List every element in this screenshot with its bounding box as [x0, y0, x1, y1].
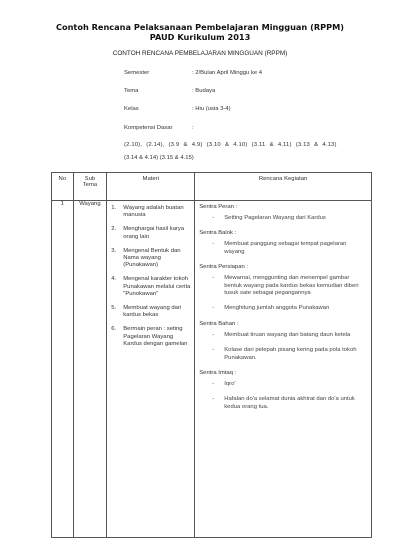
- rencana-item: - Iqro': [212, 381, 236, 388]
- materi-list: [107, 201, 194, 348]
- meta-value: : Hiu (usia 3-4): [192, 106, 231, 112]
- materi-text: Menghargai hasil karya orang lain: [123, 226, 185, 240]
- rencana-item: - Membuat tiruan wayang dari batang daun ketela: [212, 331, 351, 338]
- materi-number: 1.: [111, 205, 117, 211]
- meta-value: : 2/Bulan April Minggu ke 4: [192, 70, 263, 76]
- meta-label: Semester: [124, 70, 150, 76]
- rencana-item-text: Membuat tiruan wayang dari batang daun ketela: [224, 331, 351, 338]
- table-row: [52, 201, 372, 538]
- sentra-balok-title: Sentra Balok :: [199, 230, 237, 237]
- rencana-item-text: Hafalan do'a selamat dunia akhirat dan do'a untuk kedua orang tua.: [224, 396, 355, 410]
- rencana-item: - Membuat panggung sebagai tempat pagelaran wayang: [212, 241, 347, 255]
- materi-number: 4.: [111, 276, 117, 283]
- kompetensi-list-line1: [124, 142, 370, 148]
- meta-value: : Budaya: [192, 88, 216, 94]
- header-sub-tema: [73, 173, 107, 201]
- meta-label: Tema: [124, 88, 139, 94]
- kompetensi-codes: (2.10), (2.14), (3.9 & 4.9) (3.10 & 4.10) (3.11 & 4.11) (3.13 & 4.13): [124, 142, 337, 148]
- kompetensi-list-line2: (3.14 & 4.14) (3.15 & 4.15): [124, 155, 194, 161]
- document-subtitle-curriculum: PAUD Kurikulum 2013: [149, 32, 251, 42]
- materi-number: 3.: [111, 247, 117, 254]
- rencana-item-text: Mewarnai, menggunting dan menempel gambar bentuk wayang pada kardus bekas kemudian diberi tusuk sate sebagai pegangannya: [224, 275, 359, 297]
- rencana-item-text: Menghitung jumlah anggota Punakawan: [224, 305, 330, 312]
- materi-text: Mengenal Bentuk dan Nama wayang (Punakawan): [123, 247, 181, 269]
- rencana-item: - Menghitung jumlah anggota Punakawan: [212, 305, 330, 312]
- rencana-item: - Hafalan do'a selamat dunia akhirat dan do'a untuk kedua orang tua.: [212, 396, 355, 410]
- materi-text: Membuat wayang dari kardus bekas: [123, 305, 182, 319]
- materi-number: 6.: [111, 326, 117, 333]
- sentra-persiapan-title: Sentra Persiapan :: [199, 264, 249, 271]
- cell-sub-tema: Wayang: [73, 201, 107, 538]
- cell-no: 1: [52, 201, 74, 538]
- rencana-content: [195, 201, 371, 411]
- rencana-item-text: Membuat panggung sebagai tempat pagelaran wayang: [224, 241, 347, 255]
- materi-text: Wayang adalah buatan manusia: [123, 205, 184, 219]
- header-sub-line2: Tema: [82, 182, 98, 188]
- materi-text: Bermain peran : seting Pagelaran Wayang Kardus dengan gamelan: [123, 326, 188, 347]
- rencana-item: - Kolase dari pelepah pisang kering pada pola tokoh Punakawan.: [212, 347, 357, 361]
- rppm-heading: CONTOH RENCANA PEMBELAJARAN MINGGUAN (RPPM): [112, 50, 288, 57]
- rencana-item-text: Iqro': [224, 381, 236, 388]
- cell-rencana-kegiatan: [195, 201, 372, 538]
- sentra-bahan-title: Sentra Bahan :: [199, 320, 239, 327]
- materi-item: [111, 326, 191, 348]
- header-no: No: [52, 173, 74, 201]
- materi-item: [111, 226, 191, 240]
- materi-number: 5.: [111, 305, 117, 312]
- meta-label: Kelas: [124, 106, 139, 112]
- header-materi: Materi: [107, 173, 195, 201]
- materi-item: [111, 248, 191, 270]
- meta-label: Kompetensi Dasar: [124, 125, 173, 131]
- materi-item: [111, 205, 191, 219]
- header-sub-line1: Sub: [84, 176, 96, 182]
- materi-text: Mengenal karakter tokoh Punakawan melalui cerita "Punokawan": [123, 276, 191, 297]
- document-title: Contoh Rencana Pelaksanaan Pembelajaran Mingguan (RPPM): [55, 22, 345, 32]
- rencana-item: - Mewarnai, menggunting dan menempel gambar bentuk wayang pada kardus bekas kemudian diberi tusuk sate sebagai pegangannya: [212, 275, 359, 297]
- materi-number: 2.: [111, 226, 117, 233]
- cell-materi: [107, 201, 195, 538]
- rencana-item-text: Setting Pagelaran Wayang dari Kardus: [224, 215, 326, 221]
- header-rencana-kegiatan: Rencana Kegiatan: [195, 173, 372, 201]
- rencana-item-text: Kolase dari pelepah pisang kering pada pola tokoh Punakawan.: [224, 347, 357, 361]
- sentra-peran-title: Sentra Peran :: [199, 204, 238, 210]
- sentra-imtaq-title: Sentra Imtaq :: [199, 370, 237, 377]
- meta-value: :: [192, 125, 194, 131]
- rppm-table: [51, 172, 372, 538]
- table-header-row: [52, 173, 372, 201]
- rencana-item: - Setting Pagelaran Wayang dari Kardus: [212, 215, 326, 221]
- materi-item: [111, 276, 191, 298]
- materi-item: [111, 305, 191, 319]
